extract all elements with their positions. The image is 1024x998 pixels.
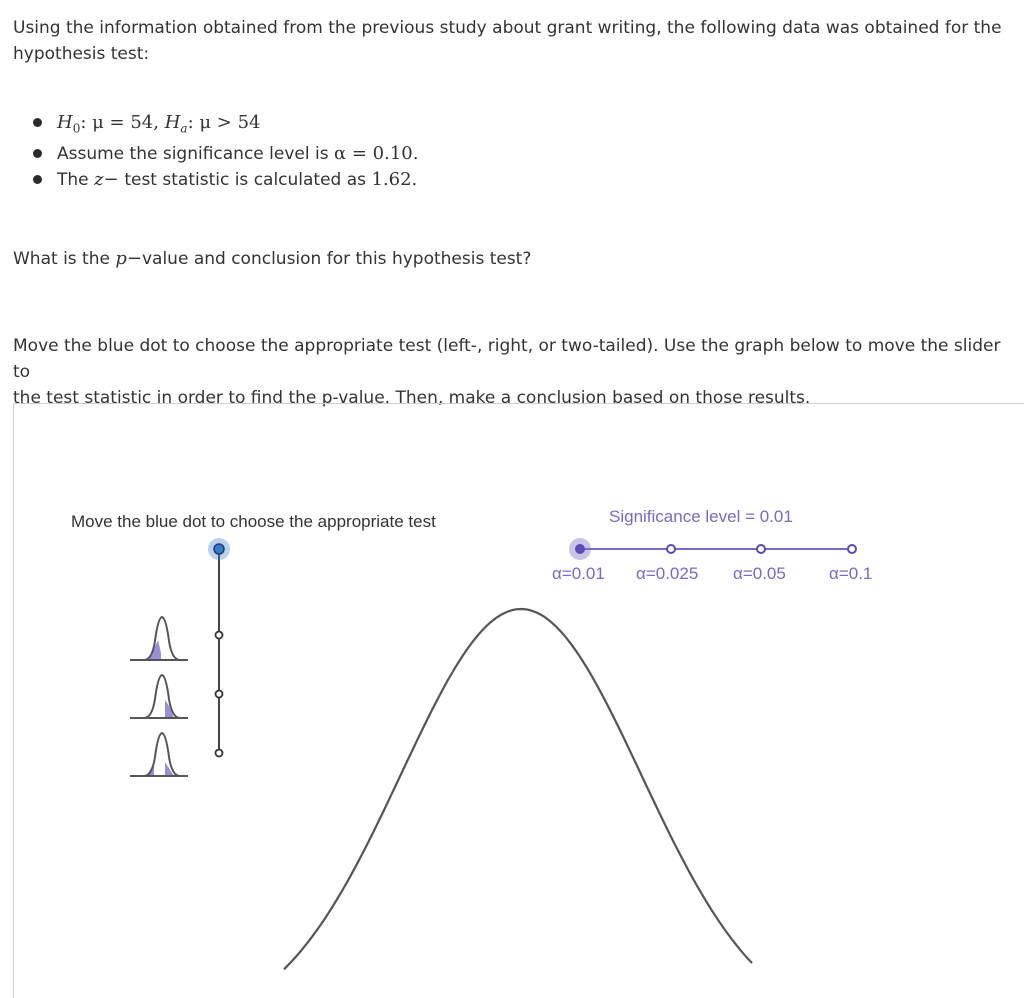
intro-line-2: hypothesis test: <box>13 44 150 64</box>
h0-relation: : μ = 54, <box>80 112 165 133</box>
p-symbol: p <box>115 248 127 269</box>
test-option-dot-two[interactable] <box>216 750 223 757</box>
p-dash: − <box>126 248 142 269</box>
hypothesis-list <box>57 110 418 193</box>
list-item-z-stat <box>57 167 418 193</box>
right-tail-bell-icon <box>130 675 188 718</box>
alpha-label-0: α=0.01 <box>552 564 605 583</box>
question-prefix: What is the <box>13 249 116 269</box>
instructions-line-1: Move the blue dot to choose the appropriate test (left-, right, or two-tailed). Use the graph below to move the slider to <box>13 336 1001 382</box>
test-chooser-label: Move the blue dot to choose the appropriate test <box>71 512 436 531</box>
applet-canvas[interactable] <box>14 404 1024 998</box>
bullet-icon <box>33 149 42 158</box>
alpha-label-3: α=0.1 <box>829 564 873 583</box>
significance-label: Significance level = 0.01 <box>609 507 793 526</box>
alpha-expression: α = 0.10. <box>333 143 419 165</box>
normal-curve <box>284 609 752 969</box>
ha-relation: : μ > 54 <box>187 112 261 133</box>
h0-symbol: H <box>57 112 73 133</box>
ha-symbol: H <box>164 112 181 133</box>
z-symbol: z <box>94 169 104 191</box>
intro-paragraph <box>13 15 1013 67</box>
alpha-option-dot-005[interactable] <box>757 545 765 553</box>
z-value: 1.62. <box>371 169 418 191</box>
instructions-paragraph <box>13 333 1013 411</box>
alpha-option-dot-01[interactable] <box>848 545 856 553</box>
test-option-dot-left[interactable] <box>216 632 223 639</box>
h0-subscript: 0 <box>72 121 81 136</box>
two-tail-bell-icon <box>130 733 188 776</box>
alpha-text: Assume the significance level is <box>57 144 334 165</box>
bullet-icon <box>33 118 42 127</box>
z-text: test statistic is calculated as <box>124 170 372 191</box>
alpha-option-dot-0025[interactable] <box>667 545 675 553</box>
significance-handle[interactable] <box>575 544 585 554</box>
blue-dot-handle[interactable] <box>214 544 224 554</box>
alpha-label-1: α=0.025 <box>636 564 699 583</box>
bullet-icon <box>33 175 42 184</box>
list-item-alpha <box>57 141 418 167</box>
alpha-label-2: α=0.05 <box>733 564 786 583</box>
question-suffix: value and conclusion for this hypothesis test? <box>141 249 532 269</box>
left-tail-bell-icon <box>130 611 188 660</box>
list-item-hypotheses <box>57 110 418 141</box>
instructions-line-2: the test statistic in order to find the p-value. Then, make a conclusion based on those results. <box>13 388 811 408</box>
question-text <box>13 246 1013 272</box>
test-option-dot-right[interactable] <box>216 691 223 698</box>
hypothesis-test-applet[interactable] <box>13 403 1024 998</box>
z-dash: − <box>103 169 125 191</box>
z-prefix: The <box>57 170 95 191</box>
intro-line-1: Using the information obtained from the previous study about grant writing, the following data was obtained for the <box>13 18 1002 38</box>
ha-subscript: a <box>180 121 188 136</box>
